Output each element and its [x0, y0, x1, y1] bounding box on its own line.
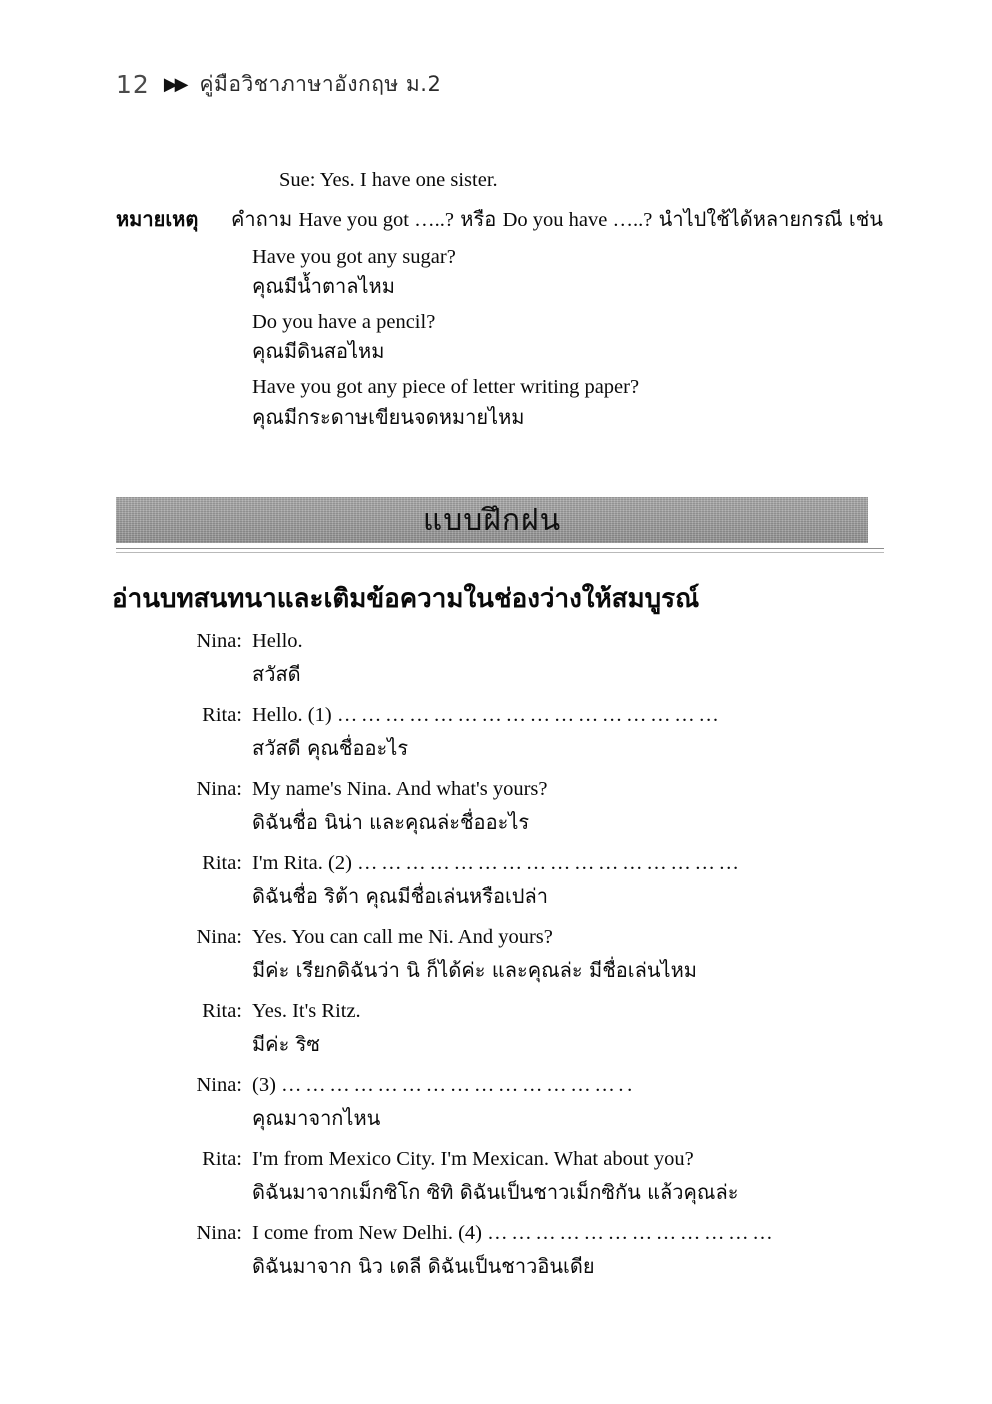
utterance-text	[252, 704, 722, 727]
note-label: หมายเหตุ	[116, 207, 199, 231]
utterance-text	[252, 1222, 776, 1245]
dialogue-turn-thai: มีค่ะ เรียกดิฉันว่า นิ ก็ได้ค่ะ และคุณล่ะ มีชื่อเล่นไหม	[252, 958, 697, 982]
dialogue-turn-english	[190, 704, 890, 727]
answer-blank[interactable]: …………………………………………	[336, 704, 723, 726]
utterance-english: My name's Nina. And what's yours?	[252, 778, 548, 800]
book-title: คู่มือวิชาภาษาอังกฤษ ม.2	[199, 72, 442, 96]
dialogue-turn	[190, 852, 890, 912]
answer-blank[interactable]: ………………………………	[487, 1222, 777, 1244]
utterance-english: I'm from Mexico City. I'm Mexican. What about you?	[252, 1148, 694, 1170]
utterance-english: Yes. You can call me Ni. And yours?	[252, 926, 553, 948]
dialogue-turn-english	[190, 630, 890, 653]
note-example-thai: คุณมีกระดาษเขียนจดหมายไหม	[252, 404, 525, 429]
dialogue-turn-thai: สวัสดี คุณชื่ออะไร	[252, 736, 409, 760]
dialogue-exercise	[190, 630, 890, 1296]
note-example-english: Do you have a pencil?	[252, 311, 436, 334]
dialogue-turn	[190, 1148, 890, 1208]
speaker-label: Nina:	[196, 778, 242, 800]
speaker-label: Rita:	[202, 1000, 242, 1022]
banner-rule-top	[116, 548, 884, 549]
utterance-english: I come from New Delhi. (4)	[252, 1222, 488, 1244]
note-example-thai: คุณมีน้ำตาลไหม	[252, 274, 395, 299]
speaker-label: Rita:	[202, 704, 242, 726]
speaker-label: Rita:	[202, 1148, 242, 1170]
dialogue-turn-thai: ดิฉันชื่อ ริต้า คุณมีชื่อเล่นหรือเปล่า	[252, 884, 548, 908]
note-example-english: Have you got any piece of letter writing paper?	[252, 376, 640, 399]
speaker-label: Nina:	[196, 630, 242, 652]
speaker-label: Rita:	[202, 852, 242, 874]
banner-rule-bottom	[116, 552, 884, 553]
utterance-text	[252, 852, 743, 875]
dialogue-turn	[190, 1074, 890, 1134]
exercise-banner	[116, 497, 868, 543]
dialogue-turn-thai: ดิฉันมาจาก นิว เดลี ดิฉันเป็นชาวอินเดีย	[252, 1254, 595, 1278]
dialogue-turn	[190, 1222, 890, 1282]
dialogue-turn-thai: มีค่ะ ริซ	[252, 1032, 320, 1056]
note-example-item	[252, 245, 872, 299]
answer-blank[interactable]: ……………………………………..	[281, 1074, 636, 1096]
utterance-english: Hello.	[252, 630, 303, 652]
speaker-label: Nina:	[196, 1074, 242, 1096]
forward-arrows-icon: ▶▶	[163, 73, 186, 94]
sue-dialogue-line: Sue: Yes. I have one sister.	[279, 169, 498, 191]
dialogue-turn	[190, 1000, 890, 1060]
note-example-thai: คุณมีดินสอไหม	[252, 339, 385, 364]
page-number: 12	[116, 70, 150, 99]
dialogue-turn-english	[190, 1222, 890, 1245]
note-intro-part1: คำถาม	[231, 207, 299, 231]
dialogue-turn-thai: ดิฉันชื่อ นิน่า และคุณล่ะชื่ออะไร	[252, 810, 530, 834]
utterance-text	[252, 1148, 694, 1171]
dialogue-turn	[190, 704, 890, 764]
answer-blank[interactable]: …………………………………………	[357, 852, 743, 874]
dialogue-turn-english	[190, 778, 890, 801]
utterance-english: (3)	[252, 1074, 282, 1096]
note-intro-english2: Do you have …..?	[502, 209, 653, 231]
note-intro-part3: นำไปใช้ได้หลายกรณี เช่น	[652, 207, 883, 231]
note-intro-part2: หรือ	[453, 207, 503, 231]
note-example-english: Have you got any sugar?	[252, 246, 456, 268]
dialogue-turn-english	[190, 926, 890, 949]
page-header	[116, 68, 441, 101]
utterance-text	[252, 1074, 636, 1097]
speaker-label: Nina:	[196, 926, 242, 948]
speaker-label: Nina:	[196, 1222, 242, 1244]
note-example-item	[252, 310, 872, 364]
utterance-english: Yes. It's Ritz.	[252, 1000, 361, 1022]
exercise-instruction-heading: อ่านบทสนทนาและเติมข้อความในช่องว่างให้สมบูรณ์	[112, 584, 700, 614]
dialogue-turn-english	[190, 1074, 890, 1097]
exercise-banner-title: แบบฝึกฝน	[422, 502, 562, 538]
utterance-text	[252, 926, 553, 949]
dialogue-turn-thai: ดิฉันมาจากเม็กซิโก ซิทิ ดิฉันเป็นชาวเม็กซิกัน แล้วคุณล่ะ	[252, 1180, 739, 1204]
dialogue-turn-thai: คุณมาจากไหน	[252, 1106, 381, 1130]
utterance-english: Hello. (1)	[252, 704, 337, 726]
note-example-item	[252, 375, 872, 429]
dialogue-turn	[190, 926, 890, 986]
dialogue-turn-english	[190, 1000, 890, 1023]
utterance-text	[252, 630, 303, 653]
note-example-list	[252, 245, 872, 441]
utterance-english: I'm Rita. (2)	[252, 852, 358, 874]
utterance-text	[252, 1000, 361, 1023]
dialogue-turn-english	[190, 852, 890, 875]
utterance-text	[252, 778, 548, 801]
note-intro-english1: Have you got …..?	[298, 209, 454, 231]
dialogue-turn	[190, 778, 890, 838]
dialogue-turn-english	[190, 1148, 890, 1171]
note-intro-text	[231, 203, 883, 235]
dialogue-turn-thai: สวัสดี	[252, 662, 301, 686]
dialogue-turn	[190, 630, 890, 690]
